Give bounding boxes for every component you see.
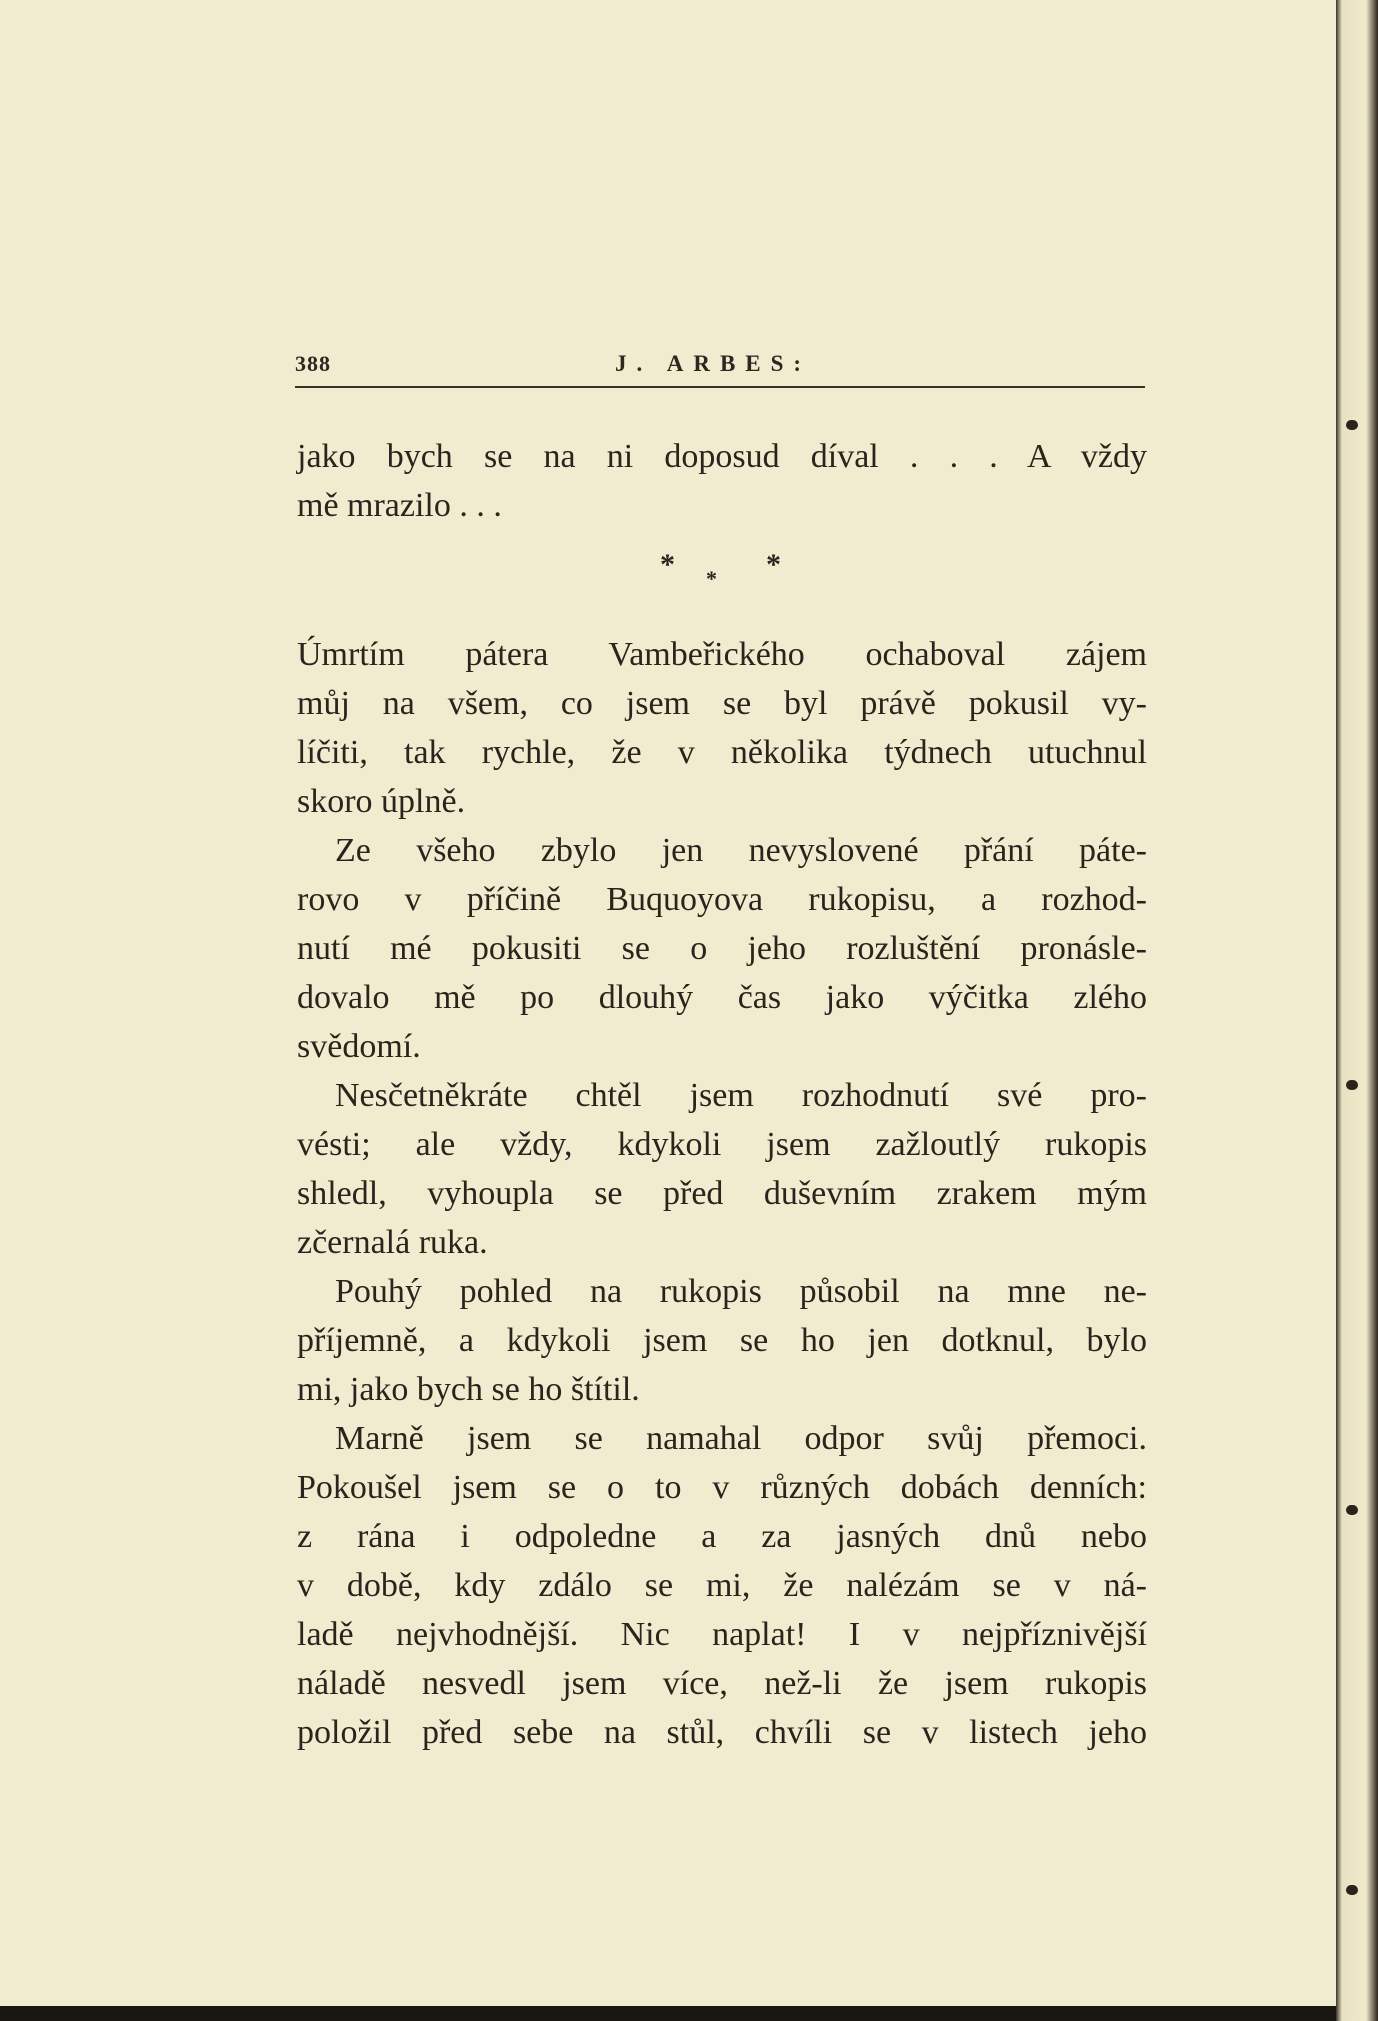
text-line: zčernalá ruka. [297, 1224, 488, 1261]
text-line: jako bych se na ni doposud díval . . . A vždy [297, 438, 1147, 475]
section-break-star: * [766, 548, 781, 581]
text-line: můj na všem, co jsem se byl právě pokusil vy- [297, 685, 1147, 722]
text-line: Pouhý pohled na rukopis působil na mne ne- [335, 1273, 1147, 1310]
text-line: dovalo mě po dlouhý čas jako výčitka zlého [297, 979, 1147, 1016]
text-line: mi, jako bych se ho štítil. [297, 1371, 640, 1408]
text-line: vésti; ale vždy, kdykoli jsem zažloutlý rukopis [297, 1126, 1147, 1163]
text-line: Pokoušel jsem se o to v různých dobách denních: [297, 1469, 1147, 1506]
paragraph [297, 1071, 1147, 1267]
header-rule [295, 386, 1145, 388]
text-line: Úmrtím pátera Vambeřického ochaboval zájem [297, 636, 1147, 673]
text-line: Ze všeho zbylo jen nevyslovené přání páte- [335, 832, 1147, 869]
paragraph [297, 1414, 1147, 1757]
text-line: skoro úplně. [297, 783, 466, 820]
paragraph [297, 432, 1147, 530]
paragraph [297, 826, 1147, 1071]
section-break-space [297, 530, 1147, 630]
body-text [297, 432, 1147, 1757]
text-line: Nesčetněkráte chtěl jsem rozhodnutí své pro- [335, 1077, 1147, 1114]
section-break-star: * [660, 548, 675, 581]
text-line: svědomí. [297, 1028, 421, 1065]
text-line: ladě nejvhodnější. Nic naplat! I v nejpříznivější [297, 1616, 1147, 1653]
text-line: shledl, vyhoupla se před duševním zrakem mým [297, 1175, 1147, 1212]
binding-mark [1346, 1505, 1358, 1515]
text-line: líčiti, tak rychle, že v několika týdnech utuchnul [297, 734, 1147, 771]
paragraph [297, 1267, 1147, 1414]
running-head: J. ARBES: [615, 351, 812, 376]
page-edge-binding [1336, 0, 1378, 2021]
paragraph [297, 630, 1147, 826]
text-line: z rána i odpoledne a za jasných dnů nebo [297, 1518, 1147, 1555]
text-line: rovo v příčině Buquoyova rukopisu, a rozhod- [297, 881, 1147, 918]
text-line: nutí mé pokusiti se o jeho rozluštění pronásle- [297, 930, 1147, 967]
text-line: položil před sebe na stůl, chvíli se v listech jeho [297, 1714, 1147, 1751]
page-number: 388 [295, 351, 331, 376]
binding-mark [1346, 1885, 1358, 1895]
page-header [295, 351, 1145, 387]
binding-mark [1346, 420, 1358, 430]
text-line: v době, kdy zdálo se mi, že nalézám se v ná- [297, 1567, 1147, 1604]
text-line: příjemně, a kdykoli jsem se ho jen dotknul, bylo [297, 1322, 1147, 1359]
text-line: náladě nesvedl jsem více, než-li že jsem rukopis [297, 1665, 1147, 1702]
text-line: mě mrazilo . . . [297, 487, 502, 524]
section-break-star: * [706, 566, 717, 591]
binding-mark [1346, 1080, 1358, 1090]
text-line: Marně jsem se namahal odpor svůj přemoci. [335, 1420, 1147, 1457]
